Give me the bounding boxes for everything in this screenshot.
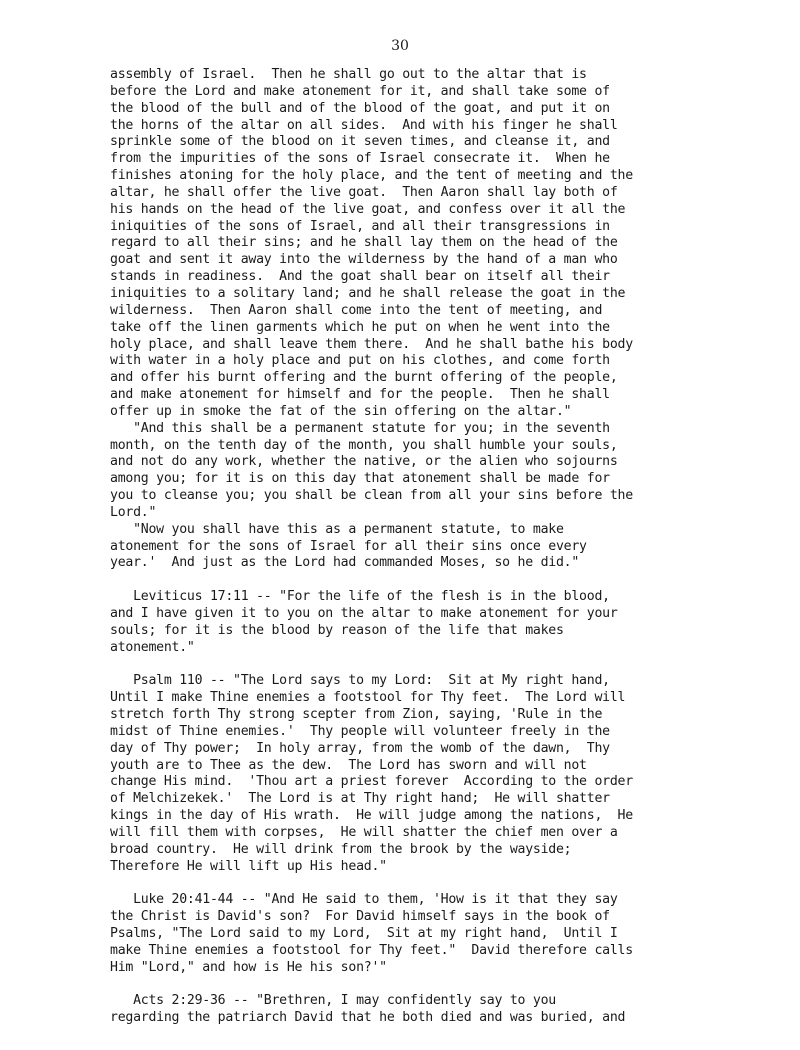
text-line: day of Thy power; In holy array, from the womb of the dawn, Thy xyxy=(110,740,610,756)
paragraph-gap xyxy=(110,572,710,589)
text-line: Therefore He will lift up His head." xyxy=(110,858,387,874)
text-line: make Thine enemies a footstool for Thy feet." David therefore calls xyxy=(110,942,633,958)
text-line: Him "Lord," and how is He his son?'" xyxy=(110,959,387,975)
text-line: take off the linen garments which he put on when he went into the xyxy=(110,319,610,335)
paragraph-gap xyxy=(110,657,710,674)
text-line: finishes atoning for the holy place, and the tent of meeting and the xyxy=(110,168,633,184)
text-line: Psalms, "The Lord said to my Lord, Sit at my right hand, Until I xyxy=(110,926,618,942)
paragraph-gap xyxy=(110,876,710,893)
text-line: the horns of the altar on all sides. And with his finger he shall xyxy=(110,117,618,133)
text-line: of Melchizekek.' The Lord is at Thy right hand; He will shatter xyxy=(110,791,610,807)
text-line: assembly of Israel. Then he shall go out to the altar that is xyxy=(110,67,587,82)
text-line: year.' And just as the Lord had commanded Moses, so he did." xyxy=(110,555,580,571)
text-line: iniquities of the sons of Israel, and all their transgressions in xyxy=(110,218,610,234)
body-text xyxy=(110,67,710,1027)
text-line: and not do any work, whether the native, or the alien who sojourns xyxy=(110,454,618,470)
text-line: broad country. He will drink from the brook by the wayside; xyxy=(110,841,572,857)
text-line: "And this shall be a permanent statute for you; in the seventh xyxy=(110,420,610,436)
text-line: stands in readiness. And the goat shall bear on itself all their xyxy=(110,269,610,285)
text-line: Lord." xyxy=(110,504,157,520)
page-number: 30 xyxy=(391,38,409,54)
text-line: from the impurities of the sons of Israel consecrate it. When he xyxy=(110,151,610,167)
text-line: you to cleanse you; you shall be clean from all your sins before the xyxy=(110,488,633,504)
text-line: holy place, and shall leave them there. And he shall bathe his body xyxy=(110,336,633,352)
text-line: Leviticus 17:11 -- "For the life of the flesh is in the blood, xyxy=(110,589,610,605)
text-line: Luke 20:41-44 -- "And He said to them, 'How is it that they say xyxy=(110,892,618,908)
text-line: midst of Thine enemies.' Thy people will volunteer freely in the xyxy=(110,723,610,739)
text-line: his hands on the head of the live goat, and confess over it all the xyxy=(110,201,626,217)
text-line: atonement." xyxy=(110,639,195,655)
text-line: stretch forth Thy strong scepter from Zion, saying, 'Rule in the xyxy=(110,707,603,723)
text-line: Acts 2:29-36 -- "Brethren, I may confidently say to you xyxy=(110,993,556,1009)
text-line: altar, he shall offer the live goat. Then Aaron shall lay both of xyxy=(110,184,618,200)
text-line: month, on the tenth day of the month, you shall humble your souls, xyxy=(110,437,618,453)
text-line: and offer his burnt offering and the burnt offering of the people, xyxy=(110,370,618,386)
text-line: iniquities to a solitary land; and he shall release the goat in the xyxy=(110,285,626,301)
text-line: with water in a holy place and put on his clothes, and come forth xyxy=(110,353,610,369)
text-line: the blood of the bull and of the blood of the goat, and put it on xyxy=(110,100,610,116)
text-line: atonement for the sons of Israel for all their sins once every xyxy=(110,538,587,554)
text-line: change His mind. 'Thou art a priest forever According to the order xyxy=(110,774,633,790)
text-line: among you; for it is on this day that atonement shall be made for xyxy=(110,471,610,487)
text-line: before the Lord and make atonement for it, and shall take some of xyxy=(110,83,610,99)
text-line: kings in the day of His wrath. He will judge among the nations, He xyxy=(110,808,633,824)
text-line: and I have given it to you on the altar to make atonement for your xyxy=(110,606,618,621)
text-line: will fill them with corpses, He will shatter the chief men over a xyxy=(110,824,618,840)
text-line: Psalm 110 -- "The Lord says to my Lord: Sit at My right hand, xyxy=(110,673,610,689)
text-line: wilderness. Then Aaron shall come into the tent of meeting, and xyxy=(110,302,603,318)
text-line: regard to all their sins; and he shall lay them on the head of the xyxy=(110,235,618,251)
text-line: regarding the patriarch David that he both died and was buried, and xyxy=(110,1010,626,1026)
text-line: offer up in smoke the fat of the sin offering on the altar." xyxy=(110,403,572,419)
paragraph-gap xyxy=(110,977,710,994)
text-line: the Christ is David's son? For David himself says in the book of xyxy=(110,909,610,925)
text-line: and make atonement for himself and for the people. Then he shall xyxy=(110,387,610,403)
text-line: "Now you shall have this as a permanent statute, to make xyxy=(110,521,564,537)
text-line: Until I make Thine enemies a footstool for Thy feet. The Lord will xyxy=(110,690,626,706)
text-line: souls; for it is the blood by reason of the life that makes xyxy=(110,622,564,638)
text-line: goat and sent it away into the wilderness by the hand of a man who xyxy=(110,252,618,268)
text-line: youth are to Thee as the dew. The Lord has sworn and will not xyxy=(110,757,587,773)
text-line: sprinkle some of the blood on it seven times, and cleanse it, and xyxy=(110,134,610,150)
